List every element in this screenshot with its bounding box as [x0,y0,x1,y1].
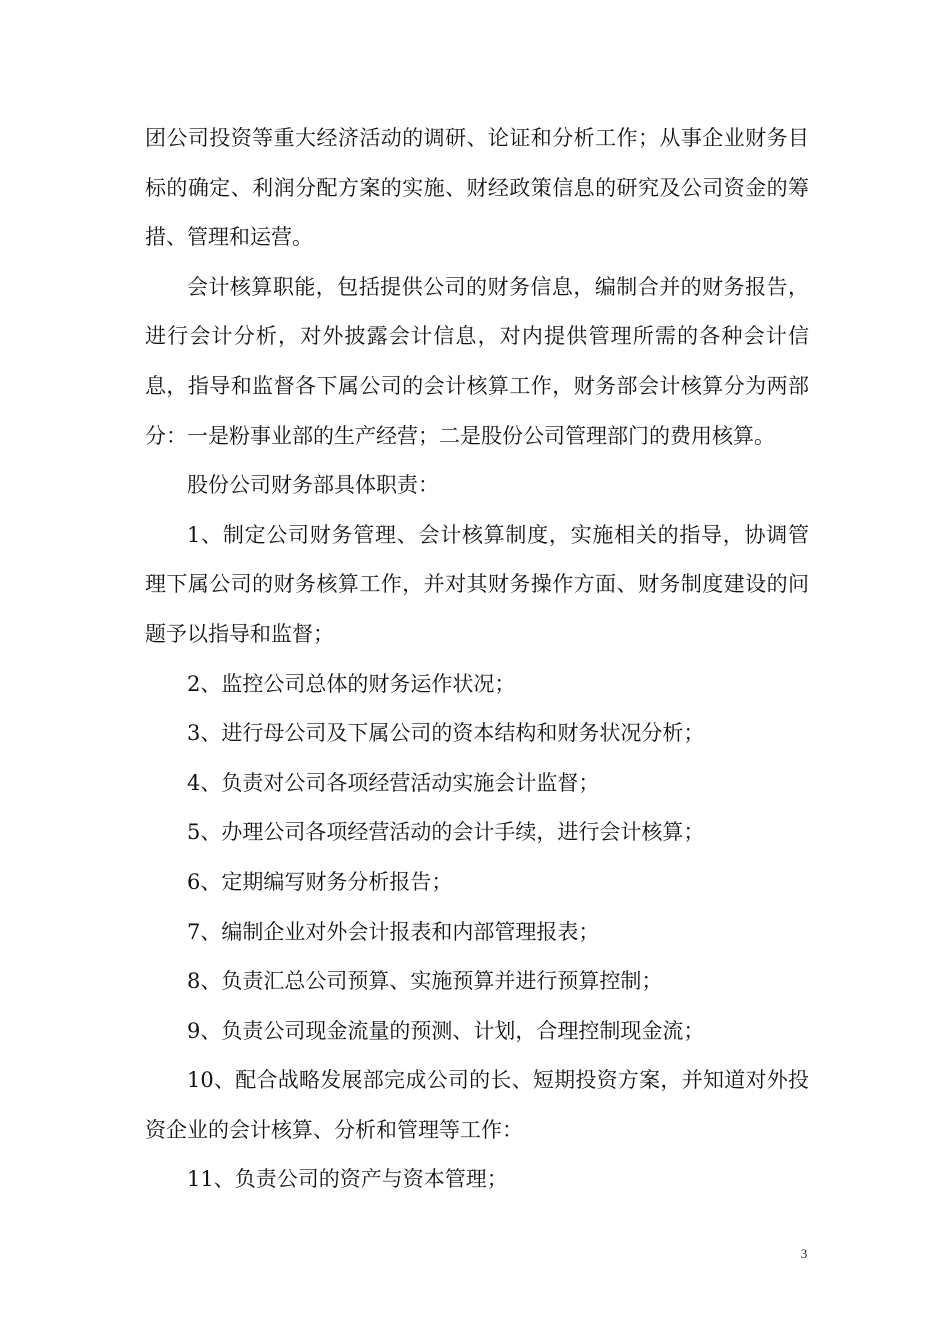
list-item-duty-8: 8、负责汇总公司预算、实施预算并进行预算控制； [187,969,663,994]
paragraph-accounting-function: 会计核算职能，包括提供公司的财务信息，编制合并的财务报告，进行会计分析，对外披露会计信息，对内提供管理所需的各种会计信息，指导和监督各下属公司的会计核算工作，财务部会计核算分为两部分：一是粉事业部的生产经营；二是股份公司管理部门的费用核算。 [145,274,809,448]
list-item-duty-6: 6、定期编写财务分析报告； [187,869,453,894]
list-item-duty-1: 1、制定公司财务管理、会计核算制度，实施相关的指导，协调管理下属公司的财务核算工作，并对其财务操作方面、财务制度建设的问题予以指导和监督； [145,522,809,646]
page-number: 3 [800,1246,808,1261]
list-item-duty-10: 10、配合战略发展部完成公司的长、短期投资方案，并知道对外投资企业的会计核算、分析和管理等工作： [145,1068,809,1142]
list-item-duty-7: 7、编制企业对外会计报表和内部管理报表； [187,919,600,944]
list-item-duty-2: 2、监控公司总体的财务运作状况； [187,671,516,696]
paragraph-continuation: 团公司投资等重大经济活动的调研、论证和分析工作；从事企业财务目标的确定、利润分配方案的实施、财经政策信息的研究及公司资金的筹措、管理和运营。 [145,126,809,250]
list-item-duty-9: 9、负责公司现金流量的预测、计划，合理控制现金流； [187,1018,705,1043]
document-body [145,114,809,1205]
list-item-duty-3: 3、进行母公司及下属公司的资本结构和财务状况分析； [187,721,705,746]
list-item-duty-4: 4、负责对公司各项经营活动实施会计监督； [187,770,600,795]
paragraph-duties-heading: 股份公司财务部具体职责： [187,473,439,498]
list-item-duty-11: 11、负责公司的资产与资本管理； [187,1167,508,1192]
list-item-duty-5: 5、办理公司各项经营活动的会计手续，进行会计核算； [187,820,705,845]
